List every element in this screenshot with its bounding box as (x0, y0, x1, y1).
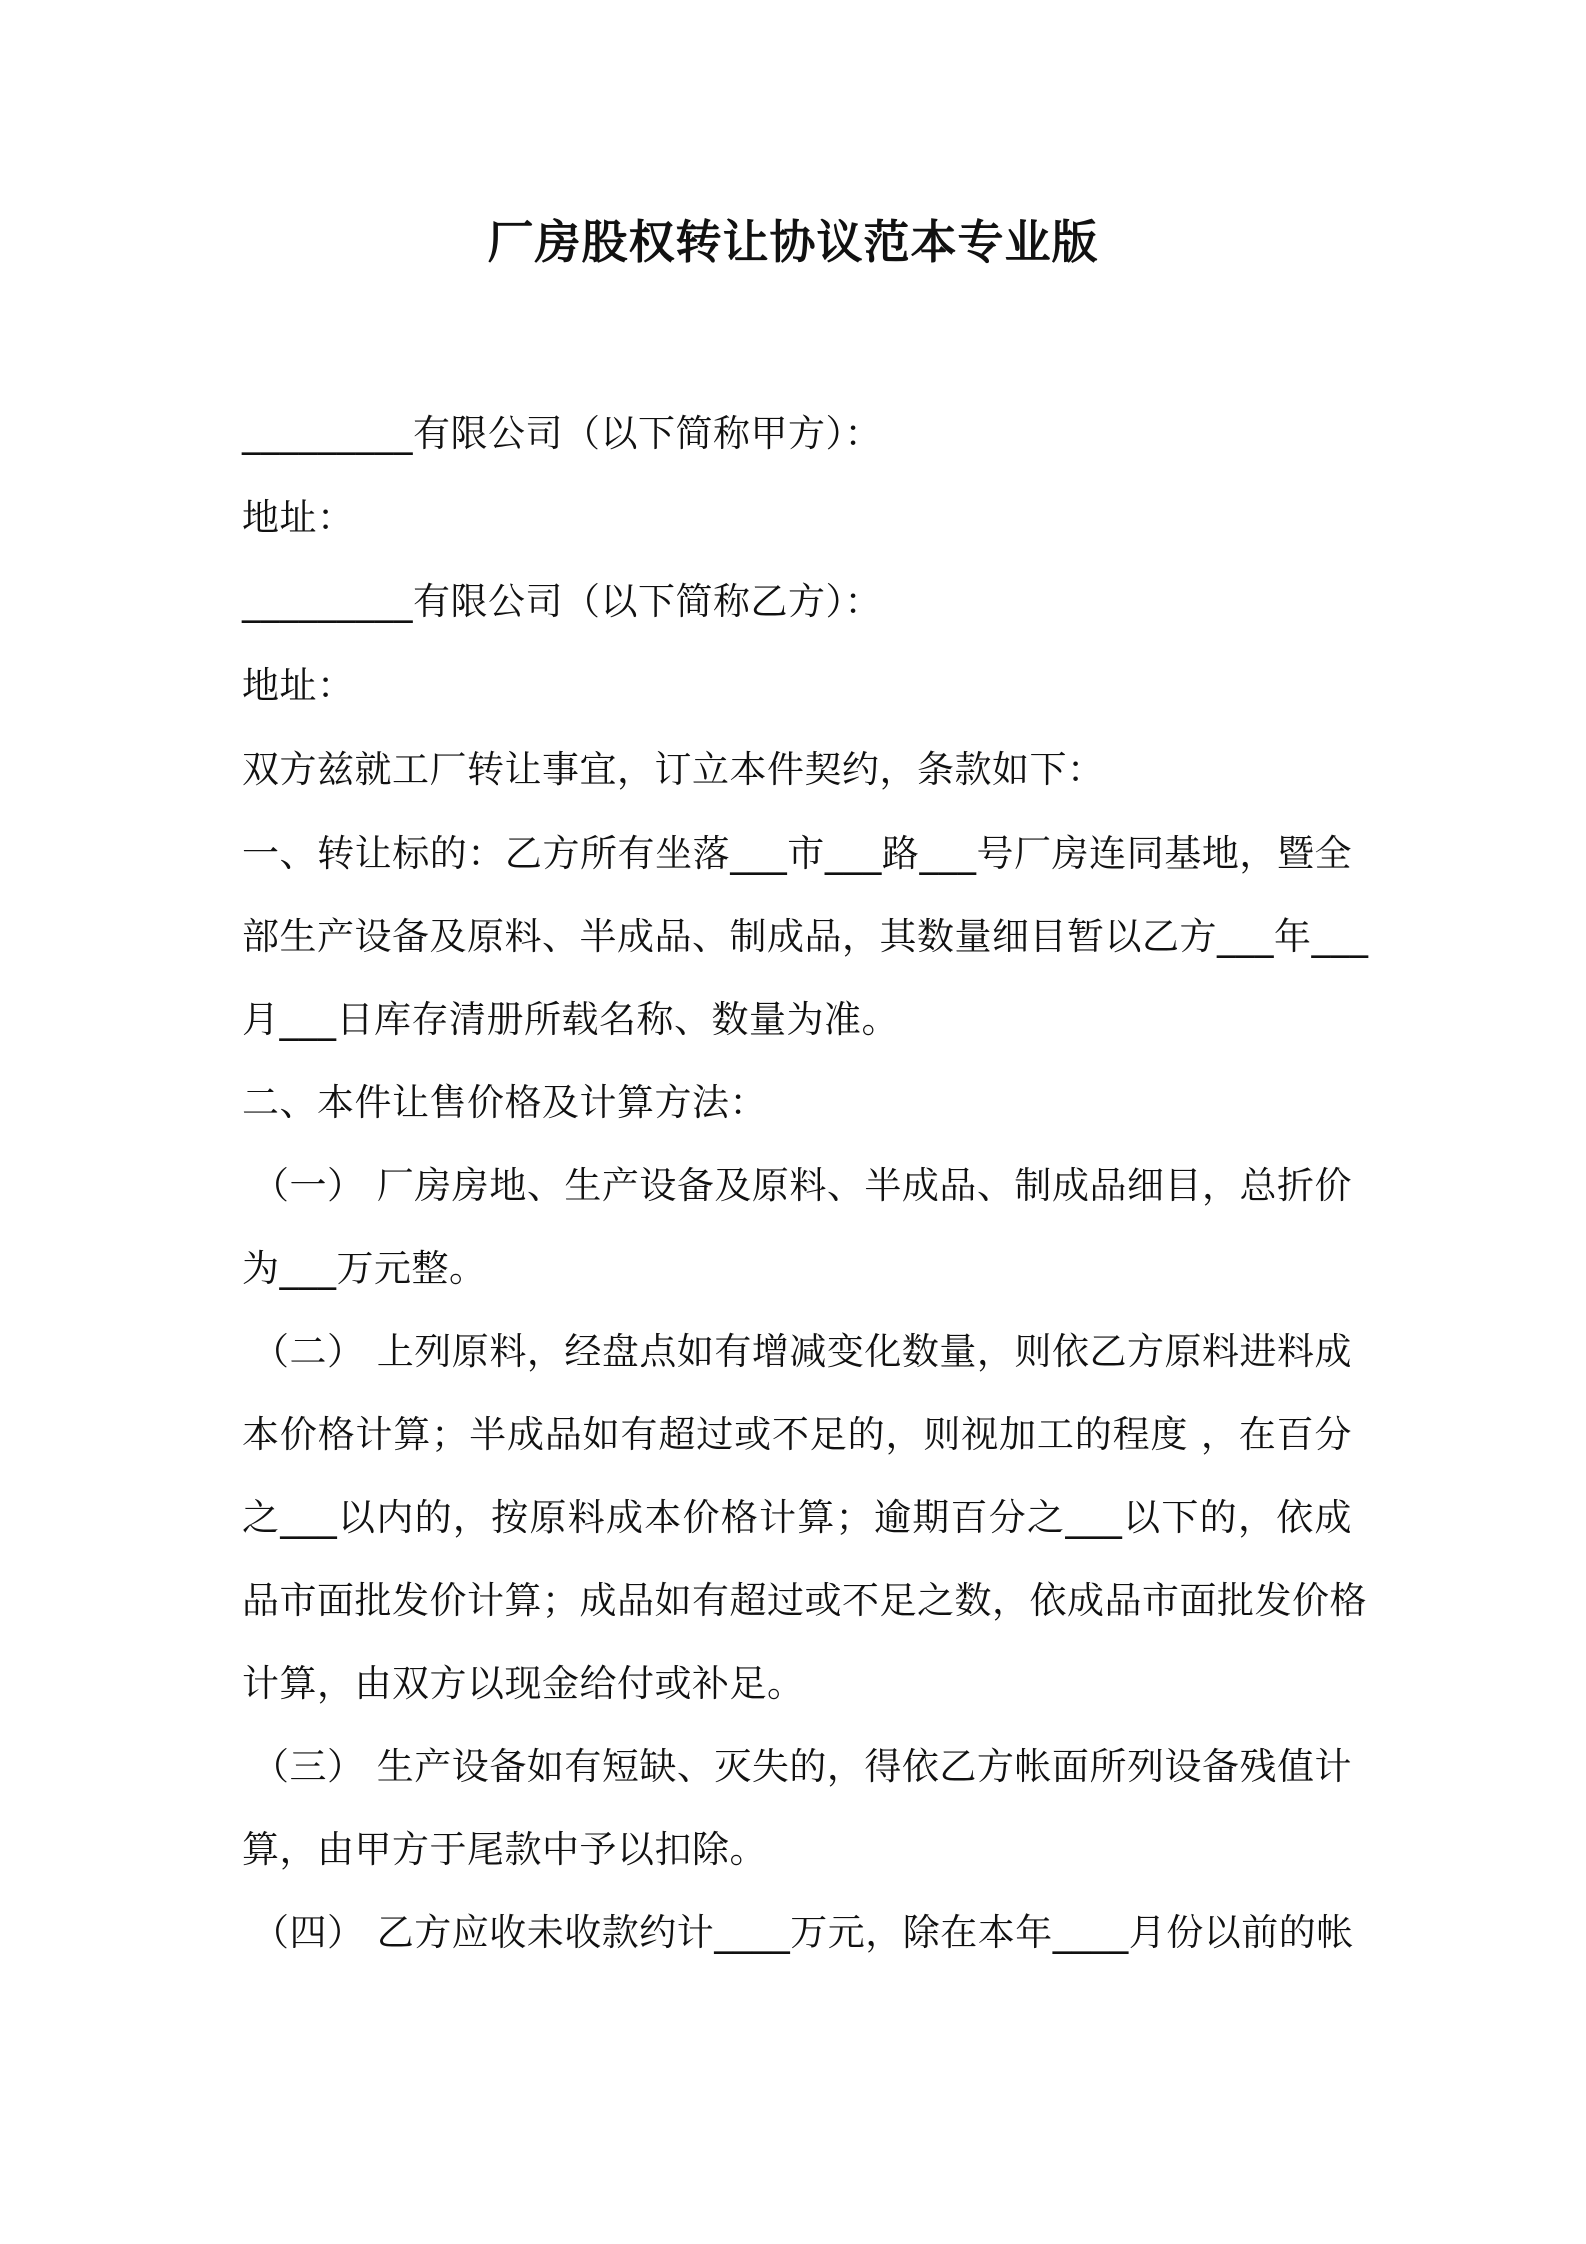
party-b-address: 地址： (242, 664, 355, 707)
clause-2-2-line-4: 品市面批发价计算；成品如有超过或不足之数，依成品市面批发价格 (242, 1579, 1367, 1622)
party-a-address: 地址： (242, 496, 355, 539)
clause-2-1-line-2: 为___万元整。 (242, 1247, 487, 1290)
clause-1-line-1: 一、转让标的：乙方所有坐落___市___路___号厂房连同基地，暨全 (242, 832, 1352, 875)
clause-2-2-line-2: 本价格计算；半成品如有超过或不足的，则视加工的程度 ，在百分 (242, 1413, 1352, 1456)
party-a-line: _________有限公司（以下简称甲方）： (242, 412, 882, 455)
clause-2-1-line-1: （一） 厂房房地、生产设备及原料、半成品、制成品细目，总折价 (252, 1164, 1352, 1207)
party-b-line: _________有限公司（以下简称乙方）： (242, 580, 882, 623)
clause-2-3-line-2: 算，由甲方于尾款中予以扣除。 (242, 1828, 767, 1871)
clause-1-line-2: 部生产设备及原料、半成品、制成品，其数量细目暂以乙方___年___ (242, 915, 1369, 958)
document-title: 厂房股权转让协议范本专业版 (487, 215, 1099, 269)
clause-2-3-line-1: （三） 生产设备如有短缺、灭失的，得依乙方帐面所列设备残值计 (252, 1745, 1352, 1788)
clause-2-2-line-5: 计算，由双方以现金给付或补足。 (242, 1662, 805, 1705)
clause-2-2-line-3: 之___以内的，按原料成本价格计算；逾期百分之___以下的，依成 (242, 1496, 1352, 1539)
clause-2-4-line-1: （四） 乙方应收未收款约计____万元，除在本年____月份以前的帐 (252, 1911, 1354, 1954)
preamble: 双方兹就工厂转让事宜，订立本件契约，条款如下： (242, 748, 1105, 791)
clause-1-line-3: 月___日库存清册所载名称、数量为准。 (242, 998, 899, 1041)
clause-2-heading: 二、本件让售价格及计算方法： (242, 1081, 767, 1124)
clause-2-2-line-1: （二） 上列原料，经盘点如有增减变化数量，则依乙方原料进料成 (252, 1330, 1352, 1373)
